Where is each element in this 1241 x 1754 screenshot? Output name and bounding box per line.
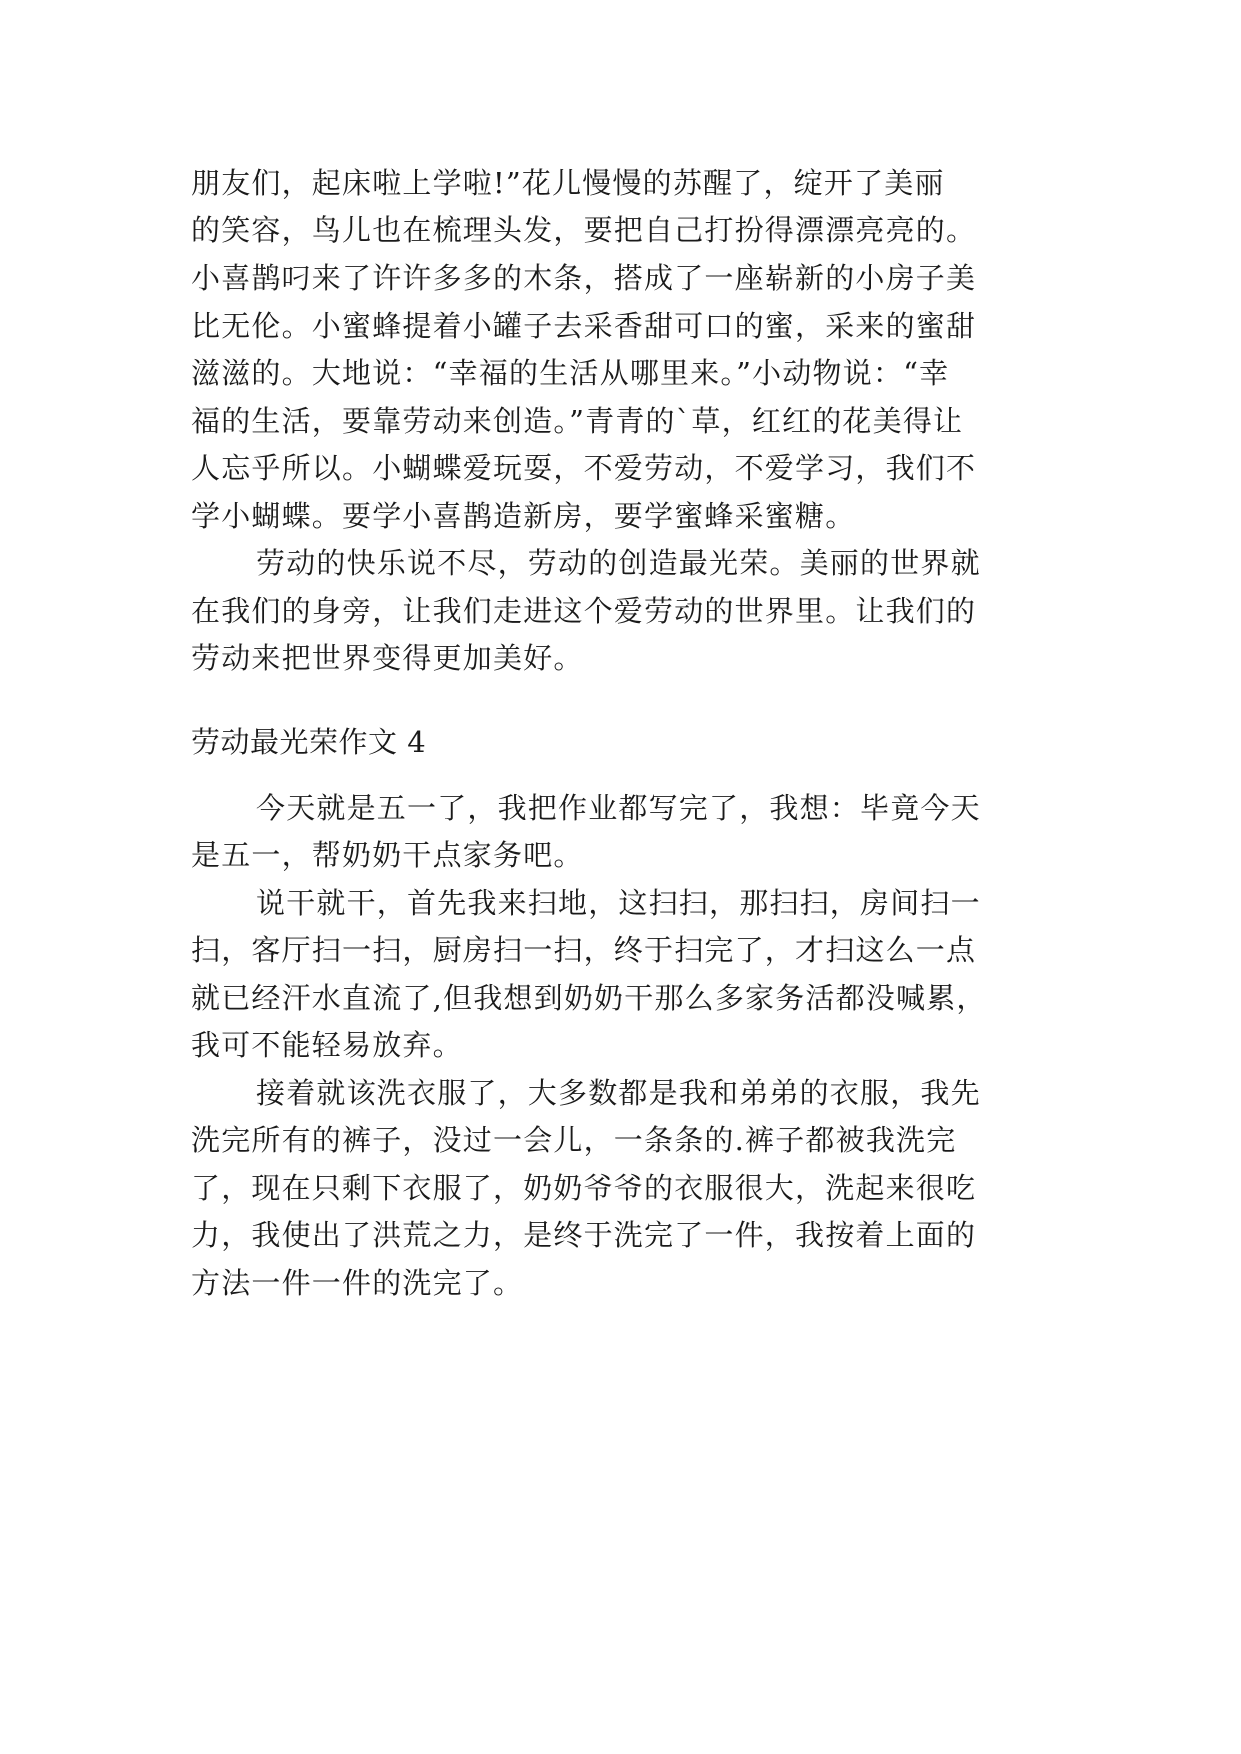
- section-heading: 劳动最光荣作文 4: [191, 725, 427, 759]
- text-line: 洗完所有的裤子，没过一会儿，一条条的.裤子都被我洗完: [191, 1123, 957, 1157]
- text-line: 小喜鹊叼来了许许多多的木条，搭成了一座崭新的小房子美: [191, 261, 977, 295]
- text-line: 福的生活，要靠劳动来创造。”青青的`草，红红的花美得让: [191, 404, 964, 438]
- text-line: 方法一件一件的洗完了。: [191, 1266, 524, 1300]
- text-line: 了，现在只剩下衣服了，奶奶爷爷的衣服很大，洗起来很吃: [191, 1171, 977, 1205]
- text-line: 朋友们，起床啦上学啦!”花儿慢慢的苏醒了，绽开了美丽: [191, 166, 945, 200]
- text-line: 说干就干，首先我来扫地，这扫扫，那扫扫，房间扫一: [256, 886, 981, 920]
- text-line: 接着就该洗衣服了，大多数都是我和弟弟的衣服，我先: [256, 1076, 981, 1110]
- text-line: 劳动来把世界变得更加美好。: [191, 641, 584, 675]
- text-line: 我可不能轻易放弃。: [191, 1028, 463, 1062]
- text-line: 劳动的快乐说不尽，劳动的创造最光荣。美丽的世界就: [256, 546, 981, 580]
- text-line: 在我们的身旁，让我们走进这个爱劳动的世界里。让我们的: [191, 594, 977, 628]
- text-line: 滋滋的。大地说：“幸福的生活从哪里来。”小动物说：“幸: [191, 356, 950, 390]
- text-line: 比无伦。小蜜蜂提着小罐子去采香甜可口的蜜，采来的蜜甜: [191, 309, 977, 343]
- text-line: 人忘乎所以。小蝴蝶爱玩耍，不爱劳动，不爱学习，我们不: [191, 451, 977, 485]
- text-line: 就已经汗水直流了,但我想到奶奶干那么多家务活都没喊累，: [191, 981, 987, 1015]
- text-line: 的笑容，鸟儿也在梳理头发，要把自己打扮得漂漂亮亮的。: [191, 213, 977, 247]
- text-line: 今天就是五一了，我把作业都写完了，我想：毕竟今天: [256, 791, 981, 825]
- text-line: 是五一，帮奶奶干点家务吧。: [191, 838, 584, 872]
- text-line: 学小蝴蝶。要学小喜鹊造新房，要学蜜蜂采蜜糖。: [191, 499, 856, 533]
- text-line: 扫，客厅扫一扫，厨房扫一扫，终于扫完了，才扫这么一点: [191, 933, 977, 967]
- text-line: 力，我使出了洪荒之力，是终于洗完了一件，我按着上面的: [191, 1218, 977, 1252]
